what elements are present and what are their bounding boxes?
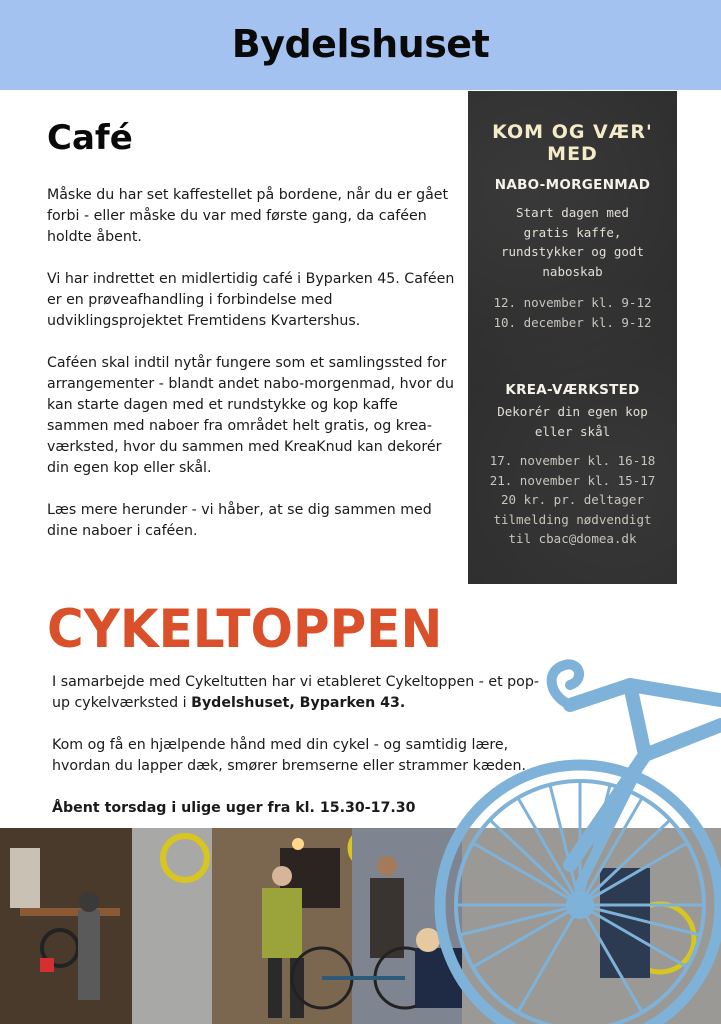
opening-hours: Åbent torsdag i ulige uger fra kl. 15.30-17.30 [52, 800, 416, 816]
cafe-paragraph: Læs mere herunder - vi håber, at se dig sammen med dine naboer i caféen. [47, 502, 432, 539]
events-chalkboard [468, 91, 677, 584]
cykeltoppen-heading: CYKELTOPPEN [47, 598, 443, 660]
board-title: KOM OG VÆR' MED [492, 121, 653, 165]
event-line: Start dagen med [516, 205, 629, 220]
bike-handlebar-top [570, 685, 720, 705]
event-line: rundstykker og godt [501, 244, 644, 259]
bike-front-wheel [440, 765, 720, 1024]
event-signup: tilmelding nødvendigt [493, 511, 652, 527]
bicycle-illustration [430, 655, 721, 1024]
event-price: 20 kr. pr. deltager [501, 492, 644, 507]
cafe-paragraph: Måske du har set kaffestellet på bordene, når du er gået forbi - eller måske du var med første gang, da caféen holdte åbent. [47, 187, 449, 245]
event-heading: NABO-MORGENMAD [494, 177, 651, 193]
event-line: Dekorér din egen kop [497, 404, 648, 419]
event-line: gratis kaffe, [523, 224, 622, 240]
cafe-paragraph: Caféen skal indtil nytår fungere som et samlingssted for arrangementer - blandt andet nabo-morgenmad, hvor du kan starte dagen med et rundstykke og kop kaffe sammen med naboer fra området helt gratis, og krea-værksted, hvor du sammen med KreaKnud kan dekorér din egen kop eller skål. [47, 355, 455, 476]
intro-text: I samarbejde med Cykeltutten har vi etableret Cykeltoppen - et pop-up cykelværksted i [52, 674, 539, 711]
page-title: Bydelshuset [231, 22, 490, 66]
cafe-heading: Café [47, 118, 133, 158]
event-nabo-morgenmad [468, 177, 677, 332]
header-banner [0, 0, 721, 90]
event-krea-vaerksted [468, 382, 677, 549]
intro-location: Bydelshuset, Byparken 43. [191, 695, 406, 711]
cafe-paragraph: Vi har indrettet en midlertidig café i Byparken 45. Caféen er en prøveafhandling i forbindelse med udviklingsprojektet Fremtidens Kvartershus. [47, 271, 455, 329]
cykeltoppen-help: Kom og få en hjælpende hånd med din cykel - og samtidig lære, hvordan du lapper dæk, smører bremserne eller strammer kæden. [52, 737, 527, 774]
cafe-text [47, 185, 457, 563]
event-email: til cbac@domea.dk [508, 531, 637, 546]
event-line: naboskab [542, 263, 603, 279]
event-date: 10. december kl. 9-12 [493, 314, 652, 330]
event-date: 12. november kl. 9-12 [493, 295, 652, 310]
bike-head-tube [630, 685, 645, 755]
event-date: 17. november kl. 16-18 [489, 453, 656, 468]
event-heading: KREA-VÆRKSTED [505, 382, 640, 398]
bike-top-tube [645, 725, 721, 755]
event-line: eller skål [534, 423, 611, 439]
event-date: 21. november kl. 15-17 [489, 472, 656, 488]
